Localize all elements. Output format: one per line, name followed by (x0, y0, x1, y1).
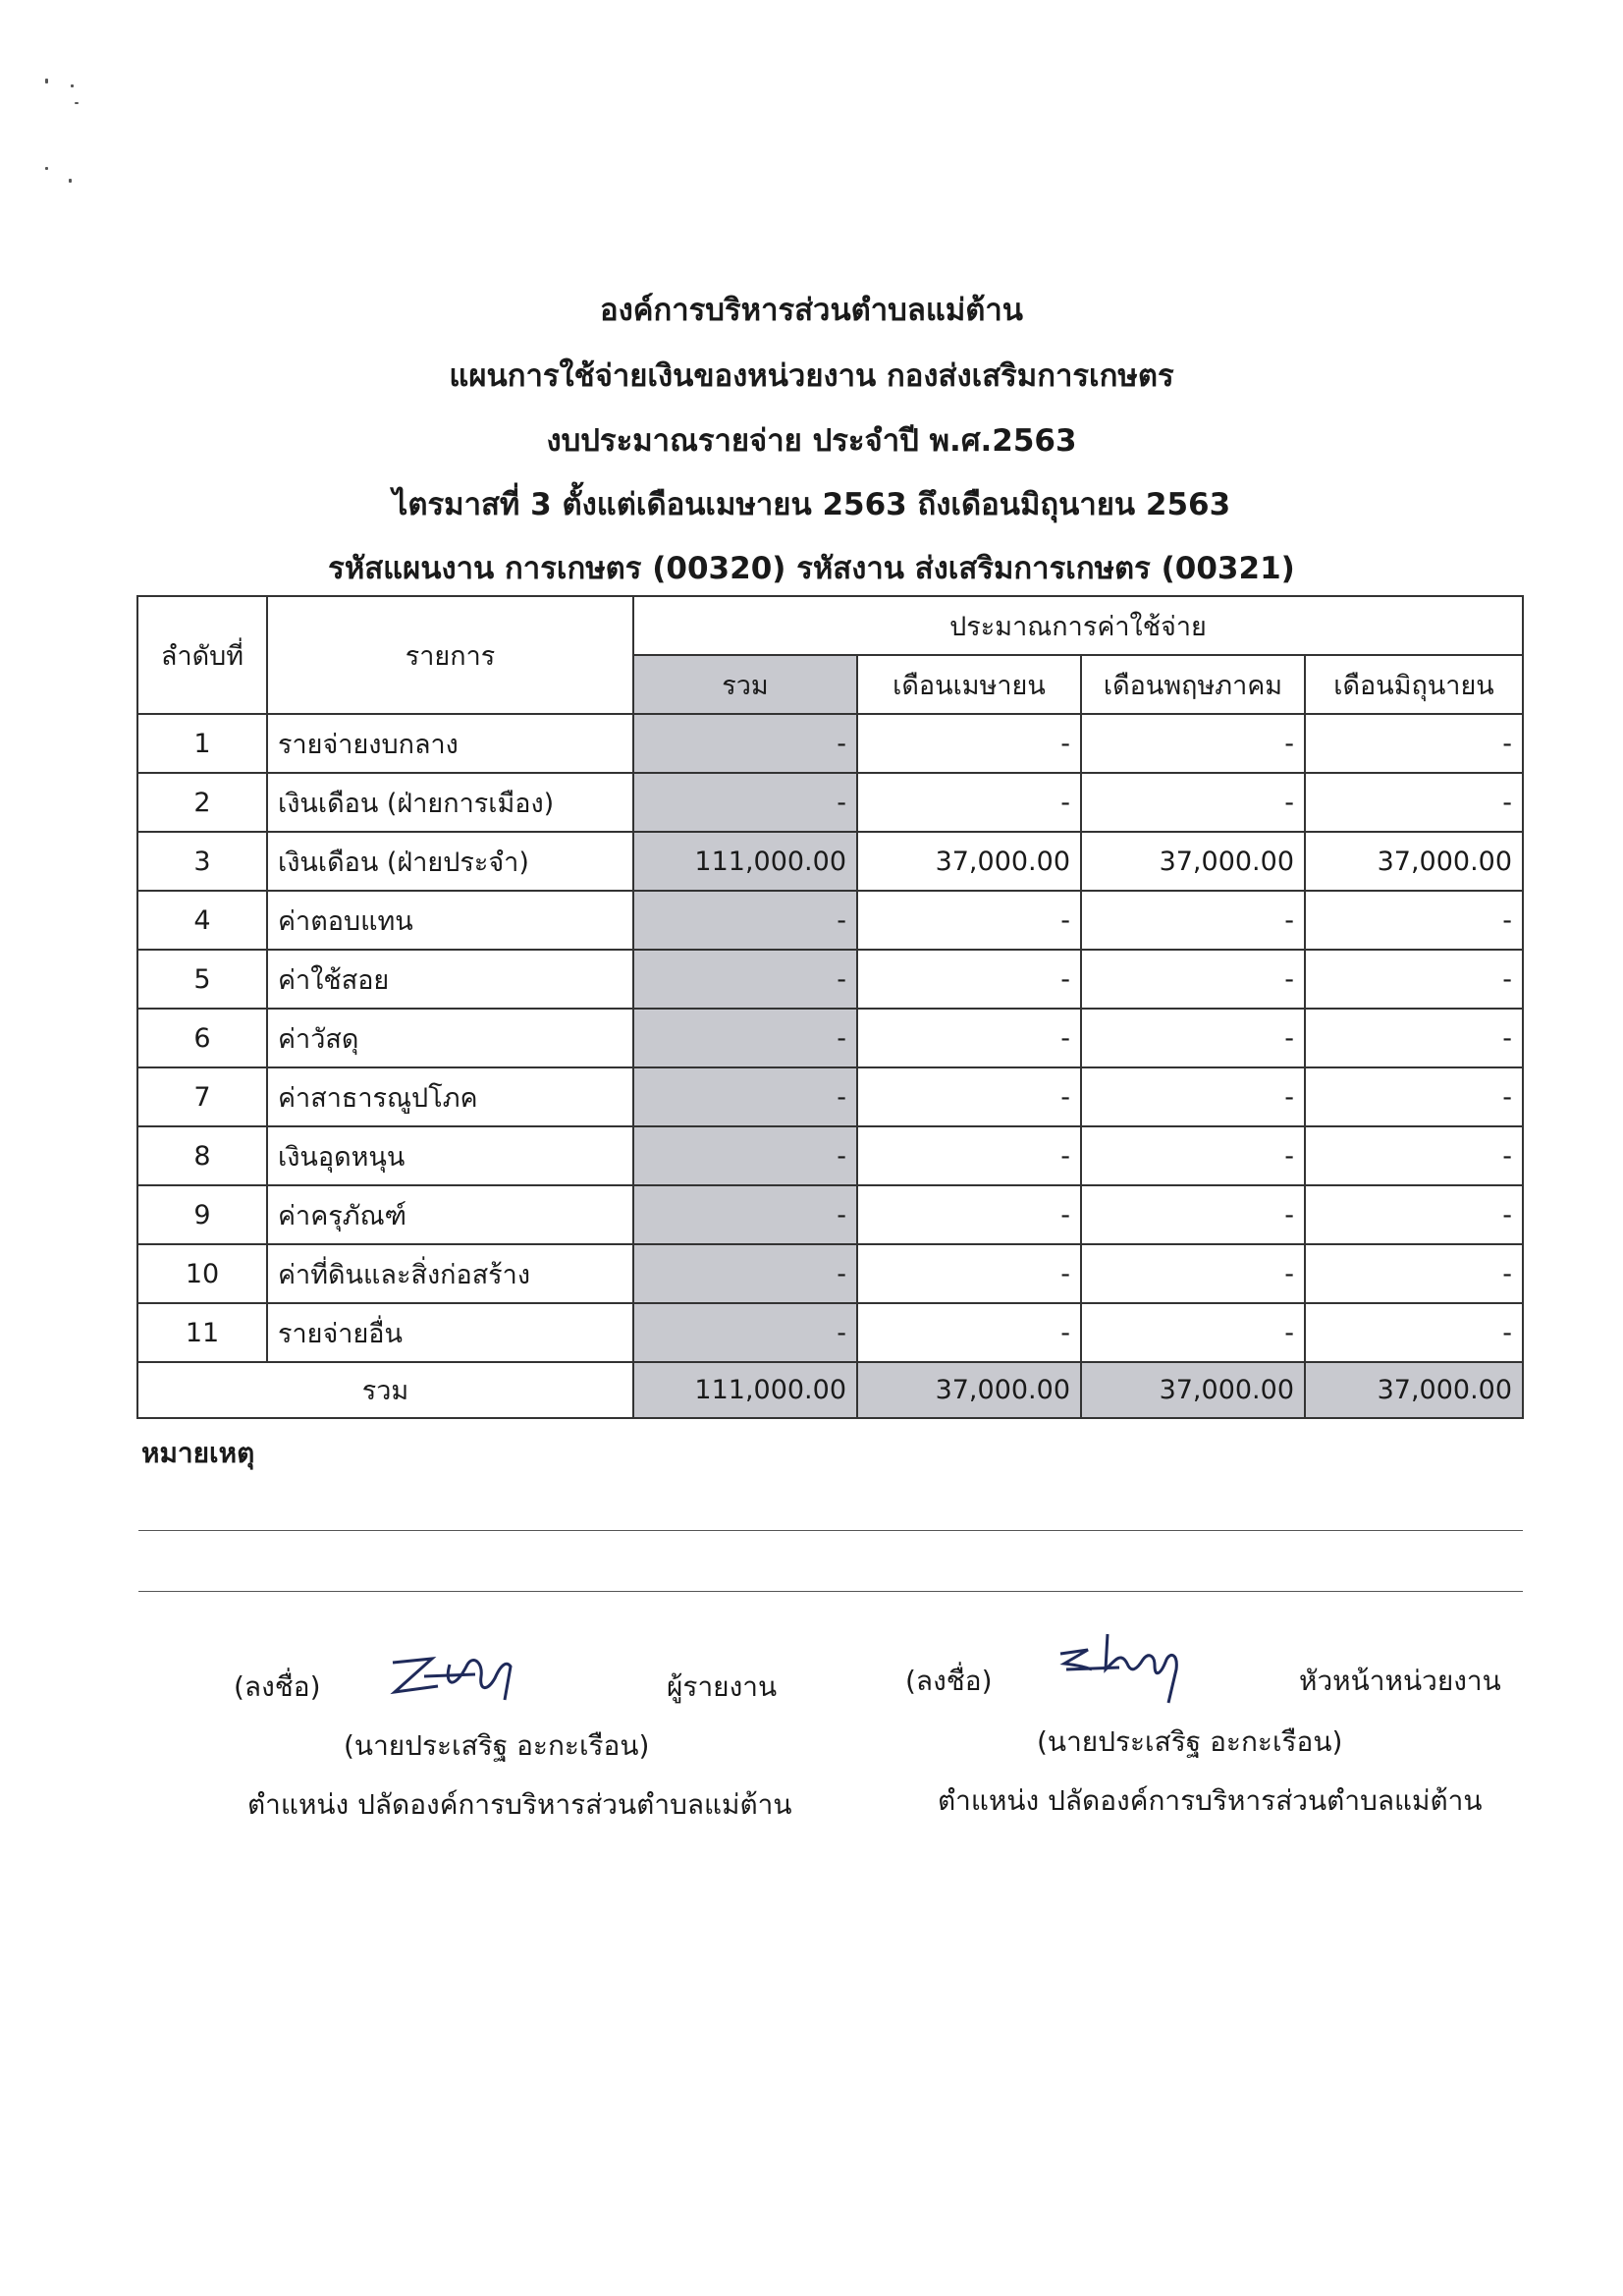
header-may: เดือนพฤษภาคม (1081, 655, 1305, 714)
budget-table (136, 595, 1524, 1419)
row-item: รายจ่ายอื่น (267, 1303, 633, 1362)
row-june: 37,000.00 (1305, 832, 1523, 891)
row-total: - (633, 1244, 857, 1303)
total-may: 37,000.00 (1081, 1362, 1305, 1418)
quarter-range: ไตรมาสที่ 3 ตั้งแต่เดือนเมษายน 2563 ถึงเดือนมิถุนายน 2563 (392, 487, 1231, 522)
row-total: - (633, 714, 857, 773)
row-total: 111,000.00 (633, 832, 857, 891)
row-number: 9 (137, 1185, 267, 1244)
row-june: - (1305, 1303, 1523, 1362)
scan-speck (71, 84, 74, 87)
row-april: - (857, 1009, 1081, 1067)
budget-year: งบประมาณรายจ่าย ประจำปี พ.ศ.2563 (546, 423, 1077, 459)
table-row (137, 1185, 1523, 1244)
row-number: 5 (137, 950, 267, 1009)
row-may: - (1081, 1185, 1305, 1244)
header-total: รวม (633, 655, 857, 714)
table-row (137, 773, 1523, 832)
row-june: - (1305, 773, 1523, 832)
table-row (137, 1303, 1523, 1362)
row-number: 2 (137, 773, 267, 832)
row-may: - (1081, 1009, 1305, 1067)
row-total: - (633, 1009, 857, 1067)
scan-speck (69, 179, 72, 183)
table-body (137, 714, 1523, 1362)
row-june: - (1305, 1009, 1523, 1067)
remarks-line (138, 1591, 1523, 1592)
row-april: - (857, 1244, 1081, 1303)
row-june: - (1305, 1126, 1523, 1185)
table-row (137, 1244, 1523, 1303)
row-number: 1 (137, 714, 267, 773)
row-may: - (1081, 1303, 1305, 1362)
table-row (137, 1126, 1523, 1185)
row-april: - (857, 1303, 1081, 1362)
row-june: - (1305, 950, 1523, 1009)
org-title: องค์การบริหารส่วนตำบลแม่ต้าน (599, 293, 1024, 328)
row-april: - (857, 1185, 1081, 1244)
table-row (137, 1067, 1523, 1126)
row-item: ค่าครุภัณฑ์ (267, 1185, 633, 1244)
row-item: เงินอุดหนุน (267, 1126, 633, 1185)
row-total: - (633, 891, 857, 950)
row-item: เงินเดือน (ฝ่ายประจำ) (267, 832, 633, 891)
total-june: 37,000.00 (1305, 1362, 1523, 1418)
remarks-line (138, 1530, 1523, 1531)
left-handwritten-signature (385, 1635, 532, 1723)
table-row (137, 1009, 1523, 1067)
row-total: - (633, 1067, 857, 1126)
row-june: - (1305, 1185, 1523, 1244)
row-total: - (633, 1185, 857, 1244)
total-label: รวม (137, 1362, 633, 1418)
table-row (137, 832, 1523, 891)
row-total: - (633, 1303, 857, 1362)
remarks-label: หมายเหตุ (141, 1437, 255, 1469)
header-june: เดือนมิถุนายน (1305, 655, 1523, 714)
row-april: - (857, 891, 1081, 950)
row-total: - (633, 773, 857, 832)
left-signer-name: (นายประเสริฐ อะกะเรือน) (344, 1729, 650, 1762)
total-row (137, 1362, 1523, 1418)
row-number: 4 (137, 891, 267, 950)
row-april: - (857, 950, 1081, 1009)
row-may: - (1081, 773, 1305, 832)
header-no: ลำดับที่ (137, 596, 267, 714)
row-may: - (1081, 950, 1305, 1009)
row-may: 37,000.00 (1081, 832, 1305, 891)
left-sign-role: ผู้รายงาน (667, 1670, 778, 1703)
row-item: ค่าสาธารณูปโภค (267, 1067, 633, 1126)
row-item: ค่าตอบแทน (267, 891, 633, 950)
row-number: 10 (137, 1244, 267, 1303)
row-total: - (633, 950, 857, 1009)
scan-speck (75, 102, 79, 104)
row-may: - (1081, 1244, 1305, 1303)
table-row (137, 891, 1523, 950)
row-item: ค่าใช้สอย (267, 950, 633, 1009)
plan-title: แผนการใช้จ่ายเงินของหน่วยงาน กองส่งเสริมการเกษตร (449, 358, 1174, 394)
row-item: ค่าที่ดินและสิ่งก่อสร้าง (267, 1244, 633, 1303)
row-june: - (1305, 891, 1523, 950)
row-number: 8 (137, 1126, 267, 1185)
row-may: - (1081, 891, 1305, 950)
row-june: - (1305, 714, 1523, 773)
row-april: - (857, 773, 1081, 832)
row-april: - (857, 714, 1081, 773)
row-number: 7 (137, 1067, 267, 1126)
row-april: 37,000.00 (857, 832, 1081, 891)
row-total: - (633, 1126, 857, 1185)
right-handwritten-signature (1051, 1630, 1208, 1719)
right-sign-label: (ลงชื่อ) (905, 1665, 993, 1697)
row-number: 3 (137, 832, 267, 891)
row-item: ค่าวัสดุ (267, 1009, 633, 1067)
table-row (137, 950, 1523, 1009)
header-item: รายการ (267, 596, 633, 714)
row-april: - (857, 1126, 1081, 1185)
row-may: - (1081, 1067, 1305, 1126)
row-item: เงินเดือน (ฝ่ายการเมือง) (267, 773, 633, 832)
plan-code: รหัสแผนงาน การเกษตร (00320) รหัสงาน ส่งเสริมการเกษตร (00321) (328, 551, 1295, 586)
header-april: เดือนเมษายน (857, 655, 1081, 714)
right-sign-role: หัวหน้าหน่วยงาน (1299, 1665, 1501, 1697)
scan-speck (45, 167, 48, 170)
grand-total: 111,000.00 (633, 1362, 857, 1418)
header-estimate: ประมาณการค่าใช้จ่าย (633, 596, 1523, 655)
row-item: รายจ่ายงบกลาง (267, 714, 633, 773)
left-sign-label: (ลงชื่อ) (234, 1670, 321, 1703)
scan-speck (45, 79, 48, 83)
right-signer-name: (นายประเสริฐ อะกะเรือน) (1037, 1725, 1343, 1758)
total-april: 37,000.00 (857, 1362, 1081, 1418)
right-signer-position: ตำแหน่ง ปลัดองค์การบริหารส่วนตำบลแม่ต้าน (938, 1784, 1483, 1817)
row-may: - (1081, 714, 1305, 773)
table-row (137, 714, 1523, 773)
row-april: - (857, 1067, 1081, 1126)
row-number: 11 (137, 1303, 267, 1362)
row-june: - (1305, 1244, 1523, 1303)
row-june: - (1305, 1067, 1523, 1126)
left-signer-position: ตำแหน่ง ปลัดองค์การบริหารส่วนตำบลแม่ต้าน (247, 1788, 792, 1821)
row-number: 6 (137, 1009, 267, 1067)
row-may: - (1081, 1126, 1305, 1185)
